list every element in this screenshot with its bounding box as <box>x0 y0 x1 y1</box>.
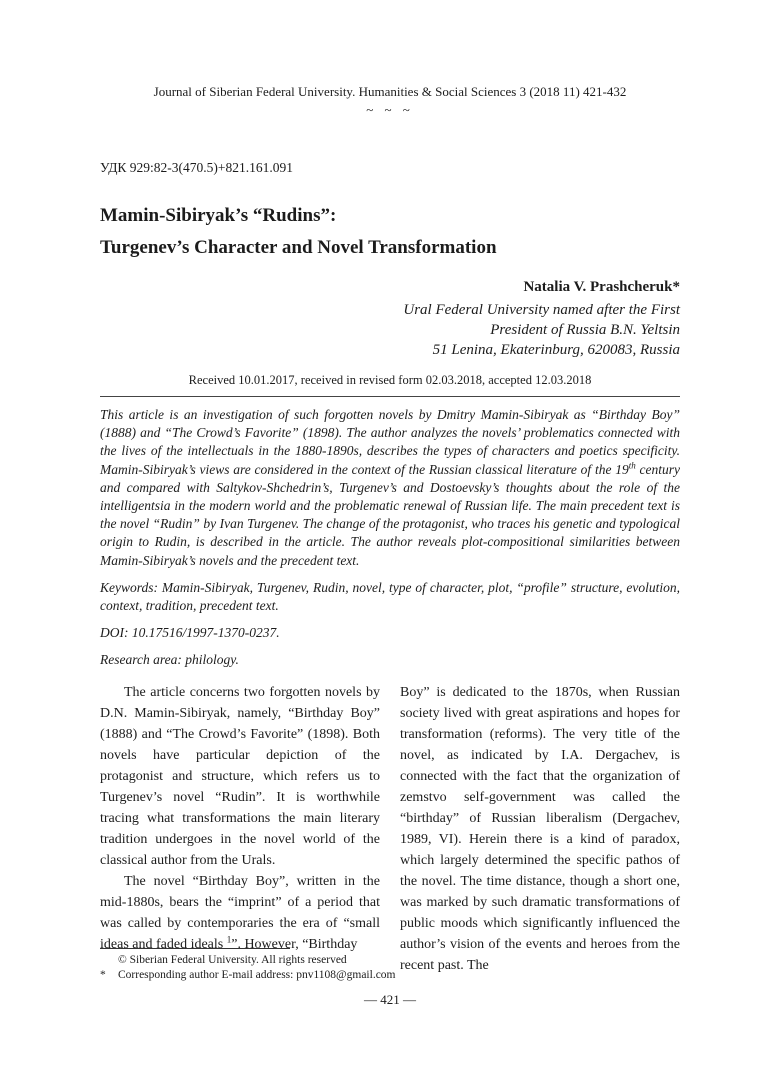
author-affiliation-line: 51 Lenina, Ekaterinburg, 620083, Russia <box>432 342 680 358</box>
author-affiliation-line: Ural Federal University named after the First <box>403 302 680 318</box>
copyright-line: © Siberian Federal University. All rights reserved <box>118 954 347 966</box>
left-column <box>100 682 380 976</box>
article-title-line1: Mamin-Sibiryak’s “Rudins”: <box>100 205 337 226</box>
footnote-rule <box>100 948 290 949</box>
abstract-text-part2: century and compared with Saltykov-Shchedrin’s, Turgenev’s and Dostoevsky’s thoughts about the role of the intelligentsia in the modern world and the problematic renewal of Russian life. The main precedent text is the novel “Rudin” by Ivan Turgenev. The change of the protagonist, who traces his genetic and typological origin to Rudin, is described in the article. The author reveals plot-compositional similarities between Mamin-Sibiryak’s novels and the precedent text. <box>100 461 680 568</box>
author-block <box>100 278 680 360</box>
body-text: The novel “Birthday Boy”, written in the mid-1880s, bears the “imprint” of a period that was called by contemporaries the era of “small ideas and faded ideals <box>100 873 380 952</box>
udk-code: УДК 929:82-3(470.5)+821.161.091 <box>100 160 294 175</box>
author-name: Natalia V. Prashcheruk* <box>523 279 680 295</box>
author-affiliation-line: President of Russia B.N. Yeltsin <box>490 322 680 338</box>
abstract-text-part1: This article is an investigation of such forgotten novels by Dmitry Mamin-Sibiryak as “Birthday Boy” (1888) and “The Crowd’s Favorite” (1898). The author analyzes the novels’ problematics connected with the lives of the intellectuals in the 1880-1890s, describes the types of characters and poetics specificity. Mamin-Sibiryak’s views are considered in the context of the Russian classical literature of the 19 <box>100 407 680 477</box>
received-dates: Received 10.01.2017, received in revised form 02.03.2018, accepted 12.03.2018 <box>100 372 680 397</box>
corresponding-author-line <box>100 968 680 983</box>
header-ornament: ~ ~ ~ <box>366 102 414 117</box>
journal-title: Journal of Siberian Federal University. Humanities & Social Sciences 3 (2018 11) 421-432 <box>153 84 627 99</box>
article-title-line2: Turgenev’s Character and Novel Transformation <box>100 237 497 258</box>
article-title <box>100 200 680 264</box>
abstract <box>100 406 680 570</box>
body-text: ”. However, “Birthday <box>231 936 358 952</box>
body-paragraph: Boy” is dedicated to the 1870s, when Russian society lived with great aspirations and hopes for transformation (reforms). The very title of the novel, as indicated by I.A. Dergachev, is connected with the fact that the organization of zemstvo self-government was called the “birthday” of Russian liberalism (Dergachev, 1989, VI). Herein there is a kind of paradox, which largely determined the specific pathos of the novel. The time distance, though a short one, was marked by such dramatic transformations of public moods which significantly influenced the author’s vision of the events and heroes from the recent past. The <box>400 684 680 973</box>
page-header <box>100 84 680 117</box>
body-columns <box>100 682 680 976</box>
doi-line: DOI: 10.17516/1997-1370-0237. <box>100 625 280 641</box>
research-area-line: Research area: philology. <box>100 652 239 668</box>
corresponding-author-text: Corresponding author E-mail address: pnv1108@gmail.com <box>118 969 396 981</box>
footnote-marker: * <box>100 969 106 981</box>
footnote-ref: 1 <box>226 933 232 944</box>
superscript-ordinal: th <box>628 460 636 471</box>
body-paragraph <box>100 871 380 955</box>
keywords-line: Keywords: Mamin-Sibiryak, Turgenev, Rudin, novel, type of character, plot, “profile” structure, evolution, context, tradition, precedent text. <box>100 579 680 614</box>
page-footer <box>100 948 680 1008</box>
right-column <box>400 682 680 976</box>
body-paragraph: The article concerns two forgotten novels by D.N. Mamin-Sibiryak, namely, “Birthday Boy” (1888) and “The Crowd’s Favorite” (1898). Both novels have particular depiction of the protagonist and structure, which refers us to Turgenev’s novel “Rudin”. It is worthwhile tracing what transformations the main literary tradition undergoes in the novel world of the classical author from the Urals. <box>100 684 380 868</box>
page-number: — 421 — <box>364 992 416 1007</box>
